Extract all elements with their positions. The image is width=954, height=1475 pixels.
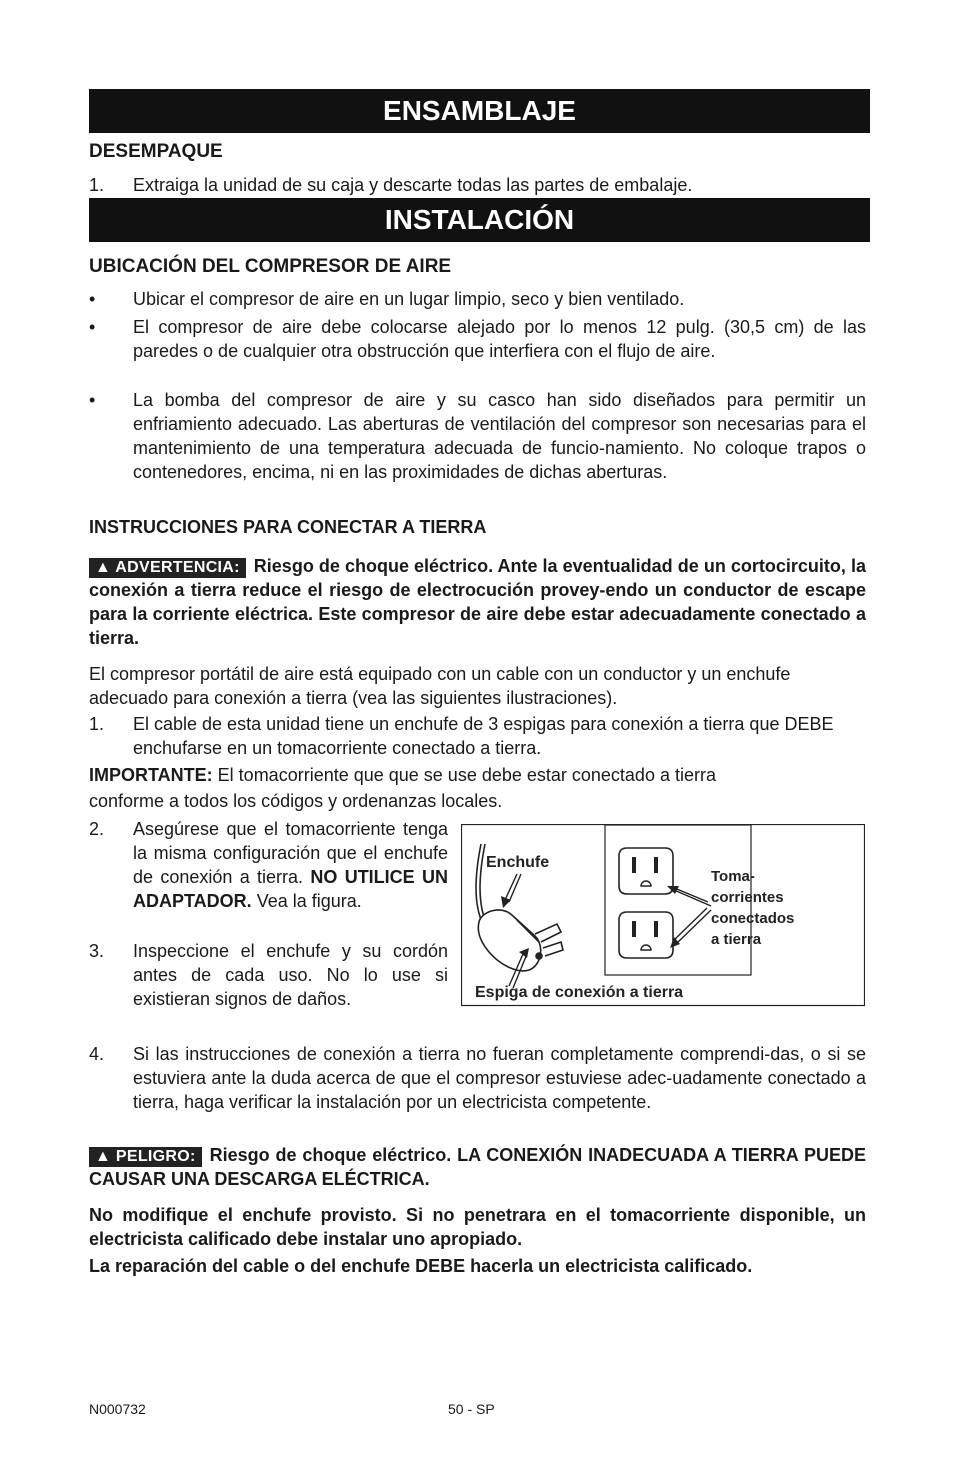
step-2-text: Asegúrese que el tomacorriente tenga la misma configuración que el enchufe de conexión a tierra. <box>133 819 448 887</box>
bullet: • <box>89 317 96 337</box>
tierra-heading: INSTRUCCIONES PARA CONECTAR A TIERRA <box>89 517 487 537</box>
label-toma-1: Toma- <box>711 868 755 885</box>
ubicacion-item-3: La bomba del compresor de aire y su casco han sido diseñados para permitir un enfriamiento adecuado. Las aberturas de ventilación del compresor son necesarias para el mantenimiento de una temperatura adecuada de funcio-namiento. No coloque trapos o contenedores, encima, ni en las proximidades de dichas aberturas. <box>133 390 866 482</box>
outlet-upper-icon <box>619 848 673 894</box>
danger-text: Riesgo de choque eléctrico. LA CONEXIÓN INADECUADA A TIERRA PUEDE CAUSAR UNA DESCARGA ELÉCTRICA. <box>89 1145 866 1189</box>
step-number: 4. <box>89 1044 105 1064</box>
document-code: N000732 <box>89 1401 146 1417</box>
important-text-2: conforme a todos los códigos y ordenanzas locales. <box>89 791 503 811</box>
important-note <box>89 762 866 814</box>
warning-badge-label: ADVERTENCIA: <box>115 559 240 576</box>
important-label: IMPORTANTE: <box>89 765 213 785</box>
desempaque-heading: DESEMPAQUE <box>89 141 223 162</box>
label-toma-3: conectados <box>711 910 795 927</box>
label-espiga: Espiga de conexión a tierra <box>475 984 684 1001</box>
step-2-end: Vea la figura. <box>256 891 362 911</box>
warning-badge <box>89 558 246 578</box>
step-number: 1. <box>89 714 105 734</box>
desempaque-step-1: Extraiga la unidad de su caja y descarte todas las partes de embalaje. <box>133 175 693 195</box>
warning-block <box>89 554 866 650</box>
tierra-intro: El compresor portátil de aire está equipado con un cable con un conductor y un enchufe adecuado para conexión a tierra (vea las siguientes ilustraciones). <box>89 664 791 708</box>
section-title-ensamblaje: ENSAMBLAJE <box>89 89 870 133</box>
label-toma-2: corrientes <box>711 889 784 906</box>
bullet: • <box>89 289 96 309</box>
grounding-figure <box>461 824 865 1007</box>
danger-triangle-icon: ▲ <box>95 1148 112 1165</box>
important-text: El tomacorriente que que se use debe estar conectado a tierra <box>217 765 716 785</box>
outlet-lower-icon <box>619 912 673 958</box>
warning-triangle-icon: ▲ <box>95 559 112 576</box>
tierra-step-3: Inspeccione el enchufe y su cordón antes de cada uso. No lo use si existieran signos de daños. <box>133 941 448 1009</box>
ubicacion-item-2: El compresor de aire debe colocarse alejado por lo menos 12 pulg. (30,5 cm) de las paredes o de cualquier otra obstrucción que interfiera con el flujo de aire. <box>133 317 866 361</box>
step-2-bold: NO UTILICE UN ADAPTADOR. <box>133 867 448 911</box>
danger-badge <box>89 1147 202 1167</box>
bold-paragraph-1: No modifique el enchufe provisto. Si no penetrara en el tomacorriente disponible, un electricista calificado debe instalar uno apropiado. <box>89 1205 866 1249</box>
label-enchufe: Enchufe <box>486 854 550 871</box>
danger-block <box>89 1143 866 1191</box>
bullet: • <box>89 390 96 410</box>
danger-badge-label: PELIGRO: <box>115 1148 196 1165</box>
ubicacion-heading: UBICACIÓN DEL COMPRESOR DE AIRE <box>89 256 452 277</box>
page-number: 50 - SP <box>448 1401 495 1417</box>
step-number: 3. <box>89 941 105 961</box>
bold-paragraph-2: La reparación del cable o del enchufe DEBE hacerla un electricista calificado. <box>89 1256 753 1276</box>
tierra-step-2 <box>133 817 448 913</box>
tierra-step-1: El cable de esta unidad tiene un enchufe de 3 espigas para conexión a tierra que DEBE enchufarse en un tomacorriente conectado a tierra. <box>133 714 834 758</box>
ubicacion-item-1: Ubicar el compresor de aire en un lugar limpio, seco y bien ventilado. <box>133 289 685 309</box>
step-number: 1. <box>89 175 105 195</box>
label-toma-4: a tierra <box>711 931 762 948</box>
section-title-instalacion: INSTALACIÓN <box>89 198 870 242</box>
tierra-step-4: Si las instrucciones de conexión a tierra no fueran completamente comprendi-das, o si se estuviera ante la duda acerca de que el compresor estuviese adec-uadamente conectado a tierra, haga verificar la instalación por un electricista competente. <box>133 1044 866 1112</box>
warning-text: Riesgo de choque eléctrico. Ante la eventualidad de un cortocircuito, la conexión a tierra reduce el riesgo de electrocución provey-endo un conductor de escape para la corriente eléctrica. Este compresor de aire debe estar adecuadamente conectado a tierra. <box>89 556 866 648</box>
step-number: 2. <box>89 819 105 839</box>
